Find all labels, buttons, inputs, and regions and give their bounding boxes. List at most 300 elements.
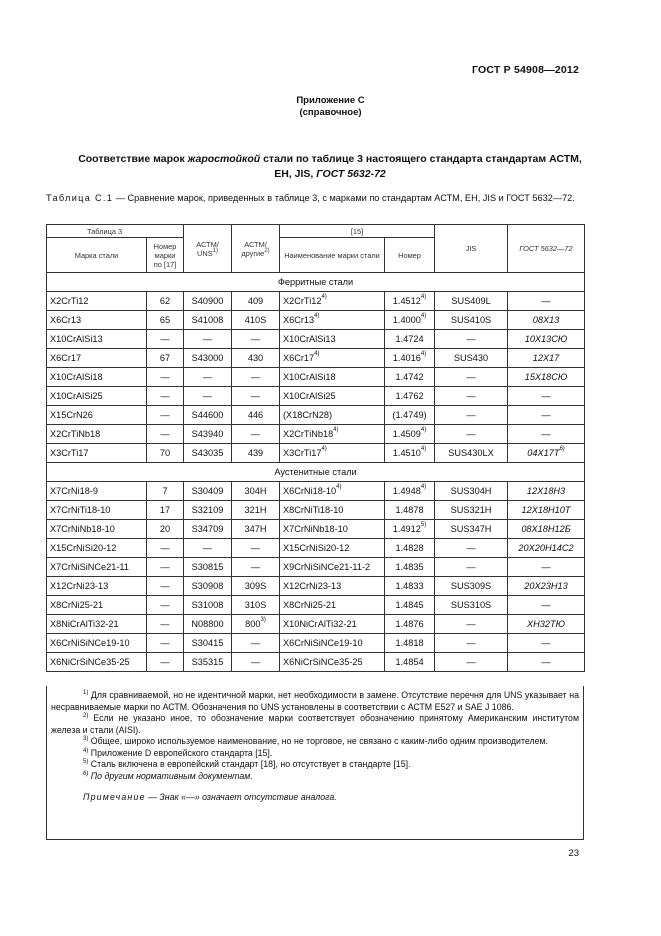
cell-text: —: [202, 543, 213, 553]
cell-grade: [47, 330, 147, 349]
col-header-grade: Марка стали: [47, 238, 147, 273]
cell-text: 1.4818: [395, 638, 424, 648]
cell-text: S43035: [191, 448, 224, 458]
cell-text: XH32TЮ: [527, 619, 566, 629]
cell-other: [232, 387, 280, 406]
cell-gost: [508, 368, 585, 387]
cell-text: N08800: [191, 619, 224, 629]
cell-uns: [184, 577, 232, 596]
col-header-astm-uns: [184, 225, 232, 273]
table-row: [47, 406, 585, 425]
cell-uns: [184, 539, 232, 558]
cell-grade: [47, 596, 147, 615]
cell-other: [232, 634, 280, 653]
cell-num: [147, 311, 184, 330]
table-row: [47, 349, 585, 368]
cell-name: [280, 615, 385, 634]
cell-text: 304H: [244, 486, 267, 496]
cell-text: 446: [247, 410, 264, 420]
cell-text: —: [160, 334, 170, 344]
cell-text: SUS321H: [450, 505, 492, 515]
cell-text: X8CrNiTi18-10: [283, 505, 344, 515]
col-header-number-15: Номер: [385, 238, 435, 273]
cell-num: [147, 539, 184, 558]
cell-text: X2CrTiNb18: [50, 429, 101, 439]
cell-text: SUS347H: [450, 524, 492, 534]
cell-text: —: [250, 543, 261, 553]
cell-name: [280, 653, 385, 672]
cell-text: X15CrNiSi20-12: [50, 543, 117, 553]
cell-text: S32109: [191, 505, 224, 515]
footnote-ref: 4): [321, 294, 327, 300]
cell-uns: [184, 330, 232, 349]
cell-text: X2CrTiNb18: [283, 429, 334, 439]
cell-text: —: [160, 619, 170, 629]
cell-text: X15CrN26: [50, 410, 93, 420]
cell-text: 15X18СЮ: [524, 372, 568, 382]
cell-num: [147, 482, 184, 501]
cell-name: [280, 330, 385, 349]
footnote-ref: 1): [212, 247, 218, 254]
cell-text: X7CrNiNb18-10: [283, 524, 348, 534]
footnote-ref: 4): [333, 427, 339, 433]
cell-num: [147, 368, 184, 387]
cell-uns: [184, 292, 232, 311]
cell-num: [147, 615, 184, 634]
footnote-ref: 2): [264, 247, 270, 254]
footnote-ref: 4): [420, 294, 427, 300]
cell-name: [280, 558, 385, 577]
cell-text: —: [541, 600, 551, 610]
cell-n: [385, 292, 435, 311]
cell-text: 1.4948: [392, 486, 421, 496]
cell-text: 08X18H12Б: [521, 524, 571, 534]
table-row: [47, 596, 585, 615]
cell-grade: [47, 406, 147, 425]
cell-uns: [184, 615, 232, 634]
title-italic-part: ГОСТ 5632-72: [316, 168, 386, 180]
group-header-15: [15]: [280, 225, 435, 238]
cell-text: X10CrAlSi18: [283, 372, 336, 382]
cell-text: S31008: [191, 600, 224, 610]
cell-num: [147, 425, 184, 444]
cell-text: X15CrNiSi20-12: [283, 543, 350, 553]
cell-grade: [47, 539, 147, 558]
cell-text: X10CrAlSi18: [50, 372, 103, 382]
cell-uns: [184, 387, 232, 406]
cell-jis: [435, 539, 508, 558]
cell-grade: [47, 368, 147, 387]
cell-gost: [508, 425, 585, 444]
note-text: — Знак «—» означает отсутствие аналога.: [145, 792, 337, 802]
cell-grade: [47, 520, 147, 539]
cell-jis: [435, 577, 508, 596]
cell-gost: [508, 653, 585, 672]
cell-gost: [508, 539, 585, 558]
cell-n: [385, 311, 435, 330]
table-row: [47, 444, 585, 463]
cell-text: SUS430: [453, 353, 489, 363]
footnote-2: [51, 713, 579, 736]
cell-n: [385, 387, 435, 406]
cell-jis: [435, 615, 508, 634]
cell-other: [232, 501, 280, 520]
cell-text: 04X17T: [527, 448, 560, 458]
cell-n: [385, 444, 435, 463]
cell-text: X3CrTi17: [283, 448, 322, 458]
cell-text: 430: [247, 353, 264, 363]
cell-text: —: [541, 657, 551, 667]
cell-other: [232, 539, 280, 558]
cell-uns: [184, 653, 232, 672]
cell-text: 1.4833: [395, 581, 424, 591]
cell-name: [280, 387, 385, 406]
footnote-4: [51, 748, 579, 760]
cell-text: —: [160, 391, 170, 401]
col-header-jis: JIS: [435, 225, 508, 273]
title-italic-part: жаростойкой: [187, 153, 261, 165]
cell-text: —: [466, 619, 476, 629]
cell-other: [232, 292, 280, 311]
page-number: 23: [568, 848, 579, 859]
cell-other: [232, 330, 280, 349]
header-text: АСТМ/ UNS: [196, 239, 219, 258]
cell-grade: [47, 558, 147, 577]
cell-text: X8NiCrAlTi32-21: [50, 619, 119, 629]
cell-jis: [435, 387, 508, 406]
table-row: [47, 520, 585, 539]
cell-text: —: [250, 638, 261, 648]
cell-other: [232, 349, 280, 368]
col-header-name-15: Наименование марки стали: [280, 238, 385, 273]
cell-text: 20: [159, 524, 171, 534]
table-row: [47, 634, 585, 653]
cell-grade: [47, 615, 147, 634]
cell-n: [385, 596, 435, 615]
cell-text: X10CrAlSi25: [50, 391, 103, 401]
cell-text: —: [202, 391, 213, 401]
document-title: [45, 152, 615, 182]
cell-text: X10CrAlSi13: [50, 334, 103, 344]
footnote-ref: 4): [420, 313, 427, 319]
cell-name: [280, 539, 385, 558]
title-part: Соответствие марок: [78, 153, 188, 165]
cell-num: [147, 349, 184, 368]
cell-text: 12X18H3: [526, 486, 566, 496]
cell-uns: [184, 520, 232, 539]
cell-n: [385, 558, 435, 577]
cell-num: [147, 577, 184, 596]
footnote-5: [51, 759, 579, 771]
cell-text: 439: [247, 448, 264, 458]
table-row: [47, 482, 585, 501]
cell-jis: [435, 444, 508, 463]
cell-text: X12CrNi23-13: [283, 581, 342, 591]
cell-num: [147, 501, 184, 520]
cell-text: 20X20H14C2: [518, 543, 574, 553]
cell-text: 10X13СЮ: [524, 334, 568, 344]
section-austenitic: Аустенитные стали: [47, 463, 585, 482]
cell-n: [385, 653, 435, 672]
cell-grade: [47, 577, 147, 596]
cell-name: [280, 596, 385, 615]
cell-text: 1.4828: [395, 543, 424, 553]
cell-text: X6NiCrSiNCe35-25: [50, 657, 130, 667]
table-caption: [46, 192, 583, 204]
cell-text: SUS309S: [450, 581, 492, 591]
cell-jis: [435, 520, 508, 539]
cell-text: X6Cr17: [283, 353, 315, 363]
cell-gost: [508, 311, 585, 330]
cell-gost: [508, 634, 585, 653]
col-header-gost: ГОСТ 5632—72: [508, 225, 585, 273]
footnote-text: Сталь включена в европейский стандарт [18], но отсутствует в стандарте [15].: [88, 759, 411, 769]
cell-text: S30908: [191, 581, 224, 591]
cell-text: —: [160, 372, 170, 382]
cell-text: —: [541, 429, 551, 439]
table-body: [47, 273, 585, 672]
cell-text: 1.4876: [395, 619, 424, 629]
cell-n: [385, 349, 435, 368]
cell-text: —: [202, 372, 213, 382]
table-row: [47, 368, 585, 387]
cell-text: —: [466, 429, 476, 439]
cell-text: 1.4878: [395, 505, 424, 515]
table-row: [47, 292, 585, 311]
footnote-3: [51, 736, 579, 748]
cell-grade: [47, 444, 147, 463]
cell-text: —: [466, 657, 476, 667]
cell-uns: [184, 368, 232, 387]
cell-text: X6Cr13: [50, 315, 82, 325]
cell-uns: [184, 425, 232, 444]
footnote-text: Для сравниваемой, но не идентичной марки, нет необходимости в замене. Отсутствие перечня для UNS указывает на несравниваемые марки по АСТМ. Обозначения по UNS установлены в соответствии с АСТМ Е527 и SAE J 1086.: [51, 690, 579, 712]
footnote-ref: 5): [420, 522, 427, 528]
cell-text: —: [250, 391, 261, 401]
cell-text: 62: [159, 296, 171, 306]
footnote-ref: 4): [420, 484, 427, 490]
cell-grade: [47, 292, 147, 311]
cell-grade: [47, 311, 147, 330]
cell-gost: [508, 444, 585, 463]
cell-text: X8CrNi25-21: [50, 600, 104, 610]
cell-other: [232, 425, 280, 444]
cell-text: 1.4912: [392, 524, 421, 534]
footnote-ref: 4): [314, 351, 320, 357]
footnote-ref: 4): [314, 313, 320, 319]
table-note: [51, 792, 579, 804]
cell-jis: [435, 558, 508, 577]
footnote-ref: 4): [420, 351, 427, 357]
cell-text: —: [160, 581, 170, 591]
footnote-ref: 6): [559, 446, 565, 452]
cell-gost: [508, 501, 585, 520]
cell-text: S41008: [191, 315, 224, 325]
cell-text: X12CrNi23-13: [50, 581, 109, 591]
cell-text: SUS304H: [450, 486, 492, 496]
cell-text: 409: [247, 296, 264, 306]
cell-text: —: [466, 334, 476, 344]
cell-text: —: [160, 429, 170, 439]
cell-other: [232, 482, 280, 501]
footnote-text: Общее, широко используемое наименование, но не торговое, не связано с каким-либо одним производителем.: [88, 736, 548, 746]
cell-uns: [184, 634, 232, 653]
cell-name: [280, 501, 385, 520]
cell-text: S30415: [191, 638, 224, 648]
cell-text: X10CrAlSi25: [283, 391, 336, 401]
cell-text: 12X18H10T: [521, 505, 571, 515]
cell-text: —: [541, 391, 551, 401]
cell-text: 65: [159, 315, 171, 325]
cell-num: [147, 558, 184, 577]
table-row: [47, 311, 585, 330]
cell-text: X6NiCrSiNCe35-25: [283, 657, 363, 667]
cell-gost: [508, 349, 585, 368]
cell-other: [232, 368, 280, 387]
cell-text: X10NiCrAlTi32-21: [283, 619, 357, 629]
footnote-text: Приложение D европейского стандарта [15].: [88, 747, 273, 758]
cell-text: 7: [162, 486, 168, 496]
cell-text: —: [250, 334, 261, 344]
cell-text: —: [202, 334, 213, 344]
cell-uns: [184, 311, 232, 330]
cell-text: S43000: [191, 353, 224, 363]
footnotes: [46, 686, 584, 840]
title-part: стали по таблице 3 настоящего стандарта стандартам АСТМ,: [260, 153, 582, 165]
cell-text: 1.4854: [395, 657, 424, 667]
cell-jis: [435, 292, 508, 311]
cell-text: S44600: [191, 410, 224, 420]
cell-text: SUS430LX: [448, 448, 494, 458]
cell-text: —: [466, 410, 476, 420]
footnote-mark: 1): [83, 690, 89, 696]
cell-text: —: [250, 562, 261, 572]
cell-gost: [508, 558, 585, 577]
cell-n: [385, 577, 435, 596]
cell-text: 1.4835: [395, 562, 424, 572]
cell-text: X7CrNiNb18-10: [50, 524, 115, 534]
cell-other: [232, 520, 280, 539]
footnote-ref: 4): [420, 427, 427, 433]
cell-text: 70: [159, 448, 171, 458]
comparison-table: [46, 224, 585, 672]
table-row: [47, 558, 585, 577]
cell-num: [147, 520, 184, 539]
footnote-text: По другим нормативным документам.: [88, 770, 253, 781]
cell-text: X6CrNiSiNCe19-10: [50, 638, 130, 648]
cell-text: 1.4845: [395, 600, 424, 610]
cell-text: 1.4724: [395, 334, 424, 344]
cell-other: [232, 577, 280, 596]
cell-n: [385, 482, 435, 501]
cell-text: 1.4512: [392, 296, 421, 306]
cell-text: 321H: [244, 505, 267, 515]
footnote-mark: 4): [83, 747, 89, 754]
cell-jis: [435, 501, 508, 520]
table-row: [47, 577, 585, 596]
cell-grade: [47, 634, 147, 653]
cell-name: [280, 311, 385, 330]
cell-name: [280, 520, 385, 539]
cell-gost: [508, 406, 585, 425]
table-row: [47, 425, 585, 444]
cell-other: [232, 558, 280, 577]
cell-name: [280, 292, 385, 311]
cell-text: X6Cr17: [50, 353, 82, 363]
footnote-6: [51, 771, 579, 783]
cell-text: —: [541, 410, 551, 420]
col-header-astm-other: [232, 225, 280, 273]
cell-gost: [508, 482, 585, 501]
cell-num: [147, 653, 184, 672]
cell-num: [147, 444, 184, 463]
cell-jis: [435, 330, 508, 349]
cell-text: S30409: [191, 486, 224, 496]
cell-text: —: [160, 562, 170, 572]
footnote-ref: 3): [260, 617, 266, 623]
cell-uns: [184, 444, 232, 463]
cell-text: X3CrTi17: [50, 448, 89, 458]
table-caption-label: Таблица С.1: [46, 193, 114, 203]
cell-text: 12X17: [532, 353, 560, 363]
cell-num: [147, 596, 184, 615]
table-row: [47, 387, 585, 406]
cell-n: [385, 634, 435, 653]
cell-text: X7CrNiSiNCe21-11: [50, 562, 129, 572]
cell-text: —: [160, 657, 170, 667]
cell-jis: [435, 368, 508, 387]
cell-text: S35315: [191, 657, 224, 667]
cell-text: S43940: [191, 429, 224, 439]
cell-uns: [184, 558, 232, 577]
cell-n: [385, 330, 435, 349]
cell-uns: [184, 406, 232, 425]
cell-text: —: [466, 543, 476, 553]
cell-uns: [184, 596, 232, 615]
table-row: [47, 501, 585, 520]
cell-text: 1.4509: [392, 429, 421, 439]
cell-other: [232, 444, 280, 463]
cell-text: SUS310S: [450, 600, 492, 610]
cell-text: X2CrTi12: [50, 296, 89, 306]
cell-grade: [47, 425, 147, 444]
cell-text: 1.4742: [395, 372, 424, 382]
cell-text: X7CrNi18-9: [50, 486, 98, 496]
cell-text: S40900: [191, 296, 224, 306]
table-caption-text: — Сравнение марок, приведенных в таблице 3, с марками по стандартам АСТМ, ЕН, JIS и ГОСТ 5632—72.: [113, 193, 575, 203]
cell-grade: [47, 653, 147, 672]
cell-text: X8CrNi25-21: [283, 600, 337, 610]
cell-num: [147, 292, 184, 311]
cell-name: [280, 368, 385, 387]
cell-text: 67: [159, 353, 171, 363]
cell-uns: [184, 349, 232, 368]
group-header-table3: Таблица 3: [47, 225, 184, 238]
cell-name: [280, 349, 385, 368]
cell-grade: [47, 387, 147, 406]
cell-uns: [184, 482, 232, 501]
cell-name: [280, 482, 385, 501]
cell-text: 20X23H13: [524, 581, 568, 591]
cell-n: [385, 368, 435, 387]
cell-text: 1.4016: [392, 353, 421, 363]
header-text: АСТМ/ другие: [241, 239, 267, 258]
cell-other: [232, 406, 280, 425]
cell-gost: [508, 330, 585, 349]
cell-text: —: [160, 543, 170, 553]
cell-other: [232, 596, 280, 615]
appendix-title: Приложение С: [296, 95, 365, 106]
